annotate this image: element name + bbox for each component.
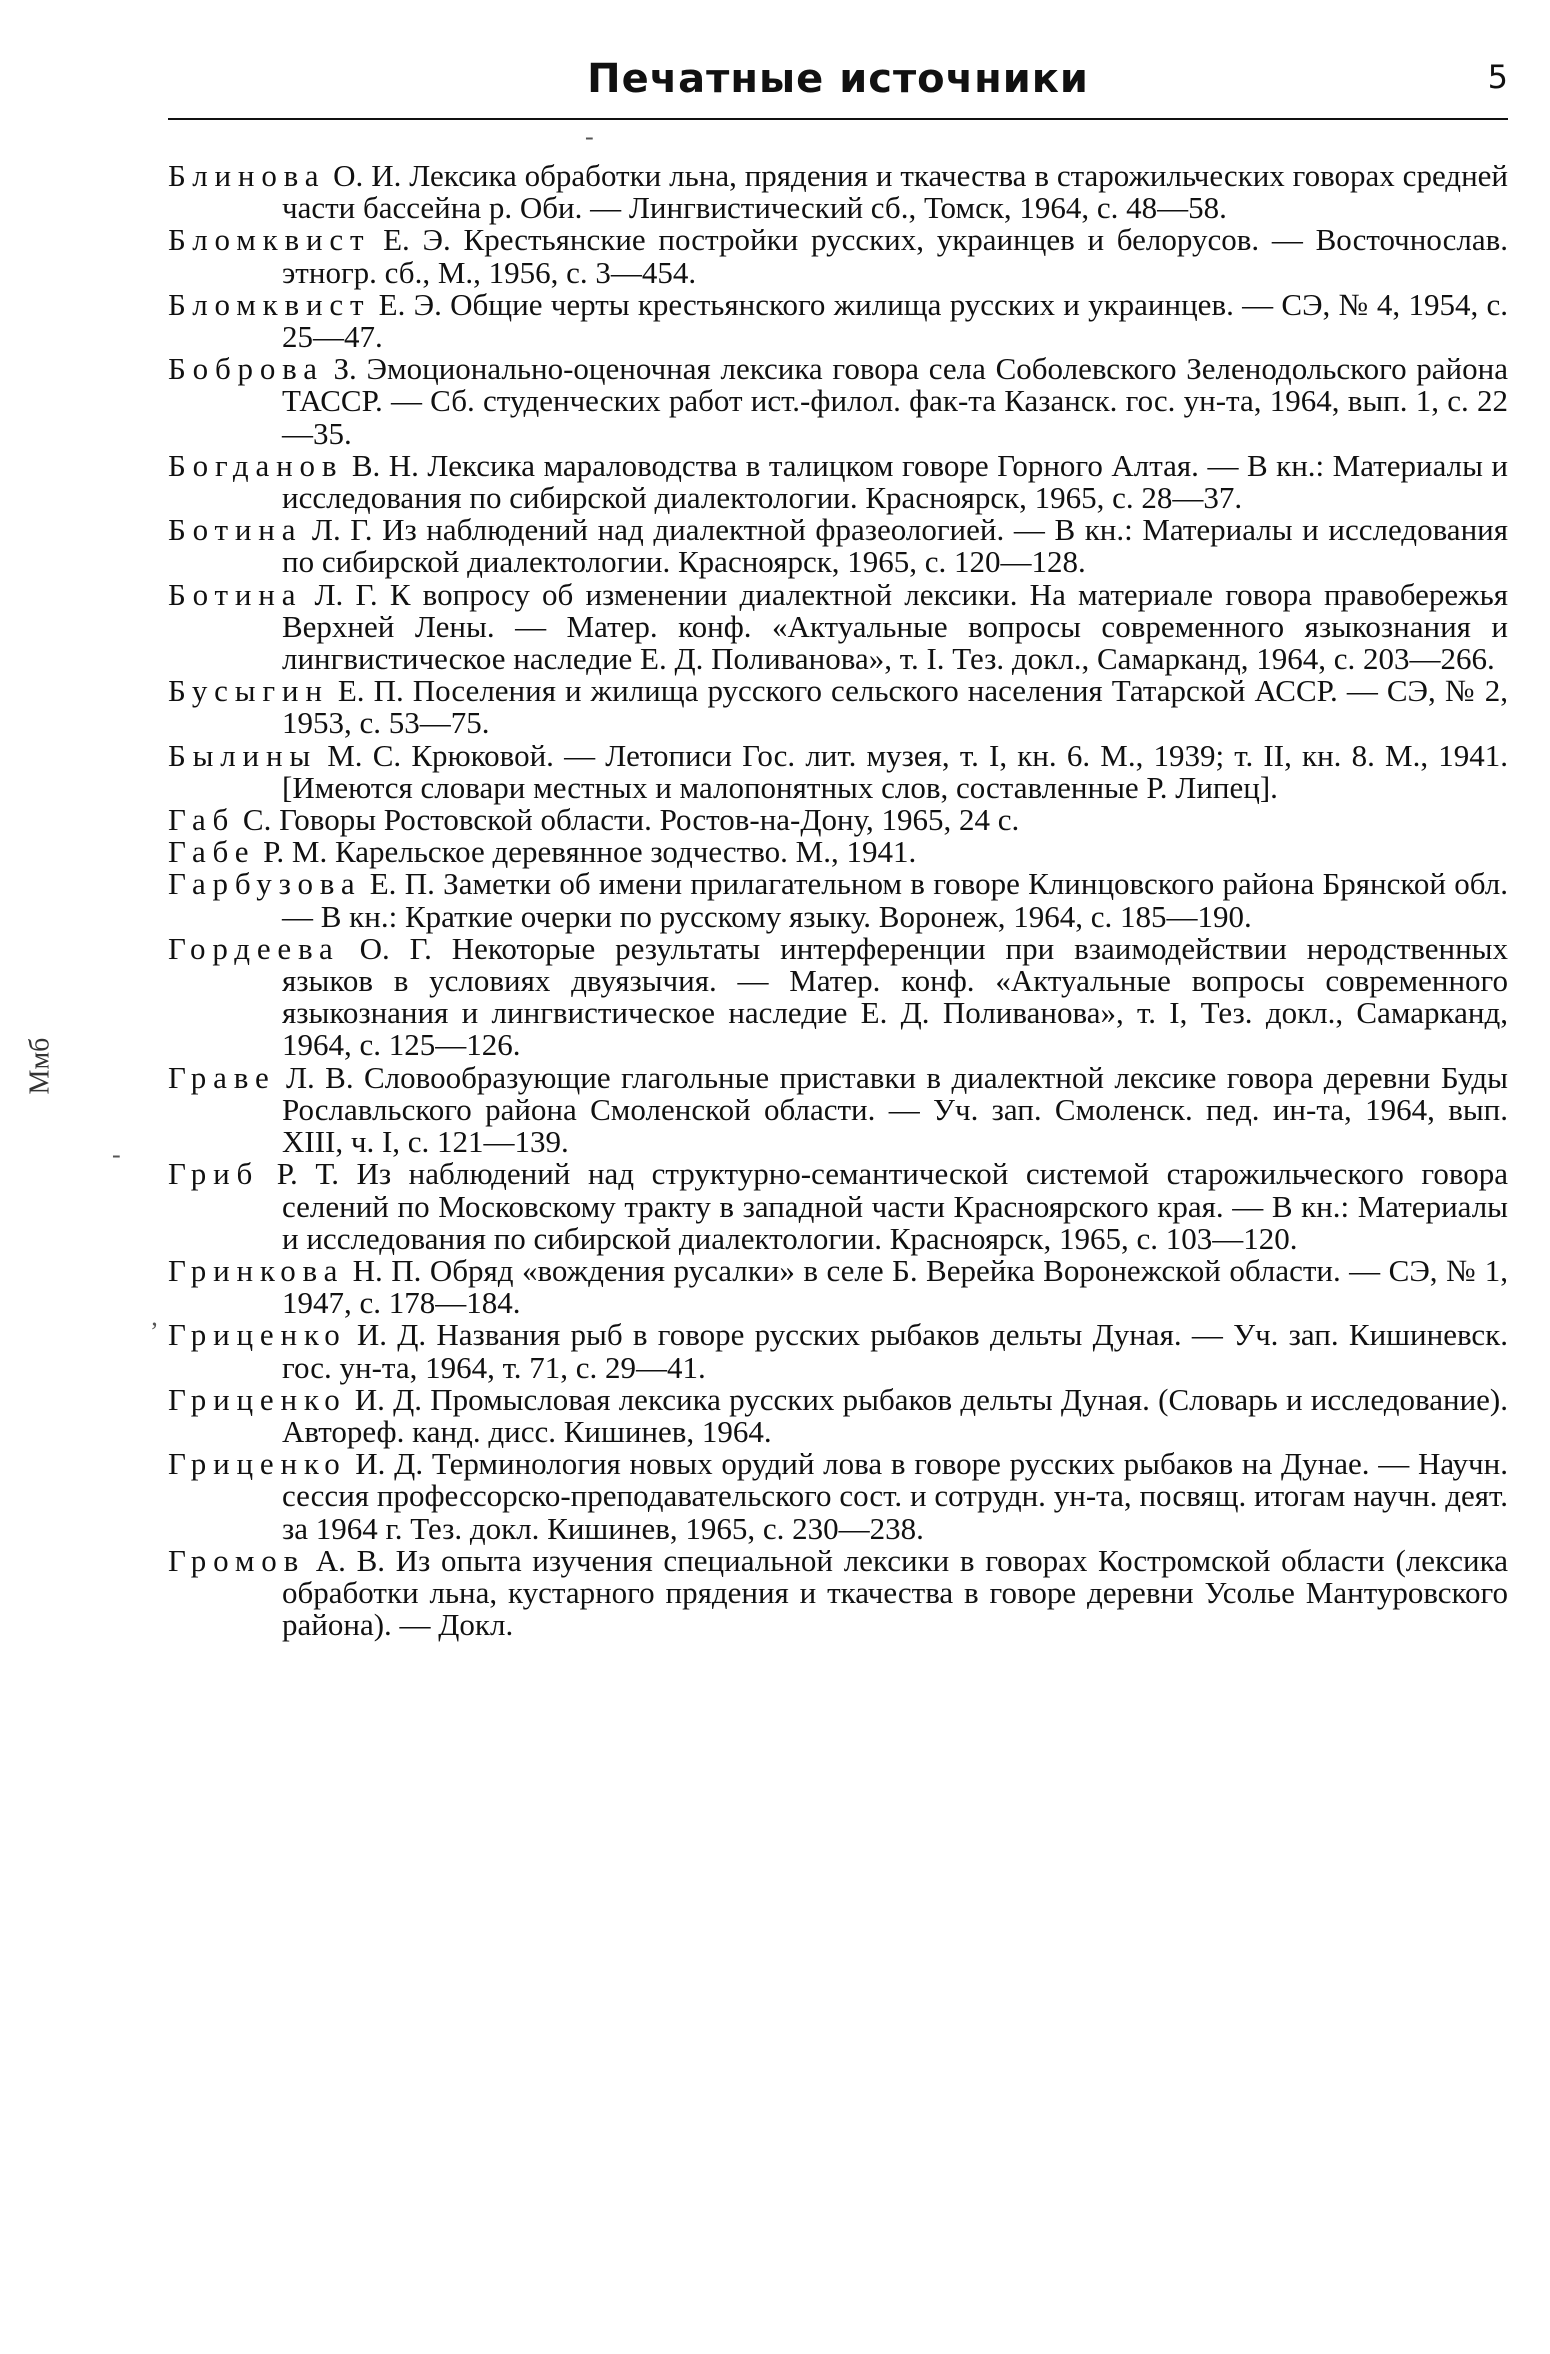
entry-author: Габе xyxy=(168,834,256,870)
entry-author: Громов xyxy=(168,1542,306,1578)
bibliography-entry xyxy=(168,224,1508,288)
entry-author: Граве xyxy=(168,1059,276,1095)
entry-text: З. Эмоционально-оценочная лексика говора села Соболевского Зеленодольского района ТАССР. — Сб. студенческих работ ист.-филол. фак-та Казанск. гос. ун-та, 1964, вып. 1, с. 22—35. xyxy=(282,351,1509,451)
entry-text: Е. Э. Крестьянские постройки русских, украинцев и белорусов. — Восточнослав. этногр. сб., М., 1956, с. 3—454. xyxy=(282,222,1508,290)
entry-author: Бломквист xyxy=(168,286,371,322)
entry-text: С. Говоры Ростовской области. Ростов-на-Дону, 1965, 24 с. xyxy=(242,802,1020,838)
entry-author: Гриценко xyxy=(168,1446,347,1482)
entry-text: Л. Г. Из наблюдений над диалектной фразеологией. — В кн.: Материалы и исследования по сибирской диалектологии. Красноярск, 1965, с. 120—128. xyxy=(282,512,1509,580)
entry-author: Бусыгин xyxy=(168,673,329,709)
entry-text: Н. П. Обряд «вождения русалки» в селе Б. Верейка Воронежской области. — СЭ, № 1, 1947, с. 178—184. xyxy=(282,1252,1509,1321)
entry-text: Р. Т. Из наблюдений над структурно-семантической системой старожильческого говора селений по Московскому тракту в западной части Красноярского края. — В кн.: Материалы и исследования по сибирской диалектологии. Красноярск, 1965, с. 103—120. xyxy=(276,1156,1509,1256)
entry-author: Былины xyxy=(168,737,318,773)
stray-mark: - xyxy=(112,1140,121,1169)
entry-text: И. Д. Названия рыб в говоре русских рыбаков дельты Дуная. — Уч. зап. Кишиневск. гос. ун-та, 1964, т. 71, с. 29—41. xyxy=(282,1317,1508,1385)
bibliography-entry xyxy=(168,353,1508,450)
page-number: 5 xyxy=(1487,58,1508,96)
header-rule xyxy=(168,118,1508,120)
entry-text: М. С. Крюковой. — Летописи Гос. лит. музея, т. I, кн. 6. М., 1939; т. II, кн. 8. М., 1941. [Имеются словари местных и малопонятных слов, составленные Р. Липец]. xyxy=(282,737,1509,805)
entry-author: Гарбузова xyxy=(168,866,362,902)
entry-author: Бломквист xyxy=(168,222,371,258)
bibliography-entry xyxy=(168,868,1508,932)
bibliography-entry xyxy=(168,836,1508,868)
entry-text: О. И. Лексика обработки льна, прядения и ткачества в старожильческих говорах средней части бассейна р. Оби. — Лингвистический сб., Томск, 1964, с. 48—58. xyxy=(282,158,1509,226)
bibliography-entry xyxy=(168,1319,1508,1383)
bibliography-entry xyxy=(168,1542,1508,1643)
bibliography-entry xyxy=(168,930,1508,1063)
bibliography-entry xyxy=(168,1448,1508,1545)
bibliography-entry xyxy=(168,576,1508,677)
entry-author: Ботина xyxy=(168,576,303,612)
entry-text: О. Г. Некоторые результаты интерференции при взаимодействии неродственных языков в условиях двуязычия. — Матер. конф. «Актуальные вопросы современного языкознания и лингвистическое наследие Е. Д. Поливанова», т. I, Тез. докл., Самарканд, 1964, с. 125—126. xyxy=(282,930,1508,1063)
entry-text: Е. П. Поселения и жилища русского сельского населения Татарской АССР. — СЭ, № 2, 1953, с. 53—75. xyxy=(282,673,1509,741)
entry-author: Гриб xyxy=(168,1156,260,1192)
entry-text: А. В. Из опыта изучения специальной лексики в говорах Костромской области (лексика обработки льна, кустарного прядения и ткачества в говоре деревни Усолье Мантуровского района). — Докл. xyxy=(282,1542,1508,1643)
entry-text: Е. Э. Общие черты крестьянского жилища русских и украинцев. — СЭ, № 4, 1954, с. 25—47. xyxy=(282,286,1509,355)
bibliography-entry xyxy=(168,160,1508,224)
running-title: Печатные источники xyxy=(587,56,1089,102)
entry-text: Л. Г. К вопросу об изменении диалектной лексики. На материале говора правобережья Верхней Лены. — Матер. конф. «Актуальные вопросы современного языкознания и лингвистическое наследие Е. Д. Поливанова», т. I. Тез. докл., Самарканд, 1964, с. 203—266. xyxy=(282,576,1508,677)
entry-author: Гордеева xyxy=(168,930,340,966)
entry-text: И. Д. Промысловая лексика русских рыбаков дельты Дуная. (Словарь и исследование). Автореф. канд. дисс. Кишинев, 1964. xyxy=(282,1381,1508,1449)
bibliography-entry xyxy=(168,804,1508,836)
entry-author: Гриценко xyxy=(168,1381,347,1417)
entry-author: Блинова xyxy=(168,158,326,193)
entry-text: Е. П. Заметки об имени прилагательном в говоре Клинцовского района Брянской обл. — В кн.: Краткие очерки по русскому языку. Воронеж, 1964, с. 185—190. xyxy=(282,866,1509,934)
entry-text: Р. М. Карельское деревянное зодчество. М., 1941. xyxy=(263,834,917,870)
bibliography-list xyxy=(168,160,1508,1641)
entry-text: В. Н. Лексика мараловодства в талицком говоре Горного Алтая. — В кн.: Материалы и исследования по сибирской диалектологии. Красноярск, 1965, с. 28—37. xyxy=(282,447,1508,516)
bibliography-entry xyxy=(168,514,1508,578)
bibliography-entry xyxy=(168,737,1509,805)
bibliography-entry xyxy=(168,447,1508,516)
entry-author: Ботина xyxy=(168,512,303,548)
bibliography-entry xyxy=(168,1059,1508,1160)
stray-mark: ‚ xyxy=(150,1302,159,1331)
bibliography-entry xyxy=(168,1381,1508,1449)
entry-author: Гринкова xyxy=(168,1252,345,1288)
entry-author: Богданов xyxy=(168,447,344,483)
bibliography-entry xyxy=(168,286,1509,355)
entry-author: Гриценко xyxy=(168,1317,347,1353)
margin-handwritten-mark: Ммб xyxy=(24,1037,56,1095)
stray-mark: - xyxy=(585,122,594,151)
bibliography-entry xyxy=(168,1158,1508,1255)
entry-text: И. Д. Терминология новых орудий лова в говоре русских рыбаков на Дунае. — Научн. сессия профессорско-преподавательского сост. и сотрудн. ун-та, посвящ. итогам научн. деят. за 1964 г. Тез. докл. Кишинев, 1965, с. 230—238. xyxy=(282,1446,1508,1546)
bibliography-entry xyxy=(168,1252,1509,1321)
page-header xyxy=(168,56,1508,116)
bibliography-entry xyxy=(168,675,1508,739)
entry-author: Боброва xyxy=(168,351,324,387)
entry-author: Габ xyxy=(168,802,236,838)
entry-text: Л. В. Словообразующие глагольные приставки в диалектной лексике говора деревни Буды Рославльского района Смоленской области. — Уч. зап. Смоленск. пед. ин-та, 1964, вып. XIII, ч. I, с. 121—139. xyxy=(282,1059,1508,1160)
